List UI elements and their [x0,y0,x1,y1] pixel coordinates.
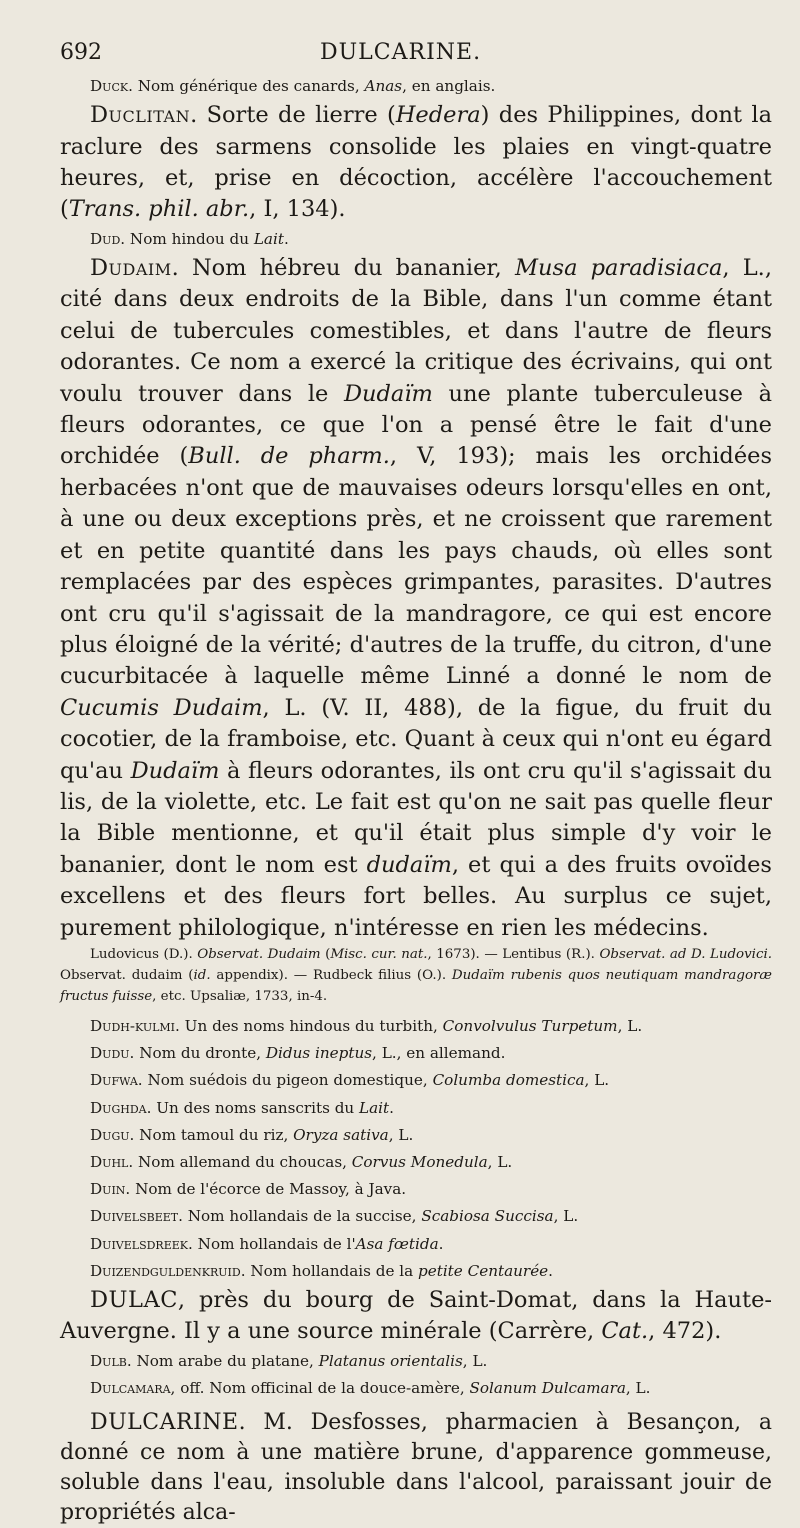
dictionary-entry [60,1375,772,1402]
entry-text: . [389,1098,394,1117]
dictionary-entry [60,1203,772,1230]
dictionary-entry [60,1408,772,1528]
dictionary-entry [60,1149,772,1176]
entry-italic-term: Lait [253,229,284,248]
dictionary-entry [60,100,772,226]
dictionary-entry [60,226,772,253]
dictionary-entry [60,1013,772,1040]
entry-italic-term: Anas [364,77,403,95]
page-header [60,40,772,65]
dictionary-entry [60,1348,772,1375]
entry-headword: Dudu [90,1044,130,1063]
entry-italic-term: Corvus Monedula [351,1152,488,1171]
entry-text: , I, 134). [249,196,346,223]
entry-text: , L. [462,1351,488,1370]
entry-text: Observat. dudaim ( [60,967,194,983]
entry-text: , 472). [648,1318,722,1345]
entry-text: . Nom arabe du platane, [126,1351,319,1370]
entry-text: ( [320,946,331,962]
entry-italic-term: Platanus orientalis [318,1351,463,1370]
entry-headword: Dud [90,229,121,248]
entry-italic-term: Trans. phil. abr. [68,196,250,223]
entry-text: . Un des noms sanscrits du [146,1098,360,1117]
entry-text: . [283,229,289,248]
entry-italic-term: petite Centaurée [418,1261,549,1280]
entry-italic-term: Convolvulus Turpetum [442,1016,618,1035]
entry-text: , L., en allemand. [372,1044,506,1063]
entry-text: . Sorte de lierre ( [190,102,396,129]
entry-headword: Dugu [90,1125,130,1144]
entry-headword: Dudaim [90,255,172,282]
entry-headword: Dudh-kulmi [90,1016,176,1035]
entry-text: , L. (V. II, 488), de la figue, du fruit du cocotier, de la framboise, etc. Quant à ceux qui n'ont eu égard qu'au [60,694,772,784]
dictionary-entry [60,1285,772,1348]
entry-text: . Nom hollandais de la [240,1261,419,1280]
entry-text: . Nom hindou du [120,229,254,248]
dictionary-entry [60,253,772,944]
dictionary-entry [60,73,772,100]
entry-text: , L. [584,1071,610,1090]
entry-text: . Nom hébreu du bananier, [171,255,515,282]
entry-headword: Dughda [90,1098,147,1117]
dictionary-entry [60,1067,772,1094]
entry-text: . Nom tamoul du riz, [129,1125,294,1144]
entry-italic-term: Columba domestica [432,1071,585,1090]
entry-text: . Nom hollandais de la succise, [178,1207,422,1226]
dictionary-entry [60,1122,772,1149]
entry-text: . Nom générique des canards, [128,77,365,95]
entry-text: , etc. Upsaliæ, 1733, in-4. [152,988,328,1004]
entry-text: . Un des noms hindous du turbith, [175,1016,443,1035]
entry-headword: Duivelsdreek [90,1234,188,1253]
entry-text: , off. Nom officinal de la douce-amère, [170,1379,470,1398]
entry-headword: Duizendguldenkruid [90,1261,241,1280]
entry-italic-term: Bull. de pharm. [188,443,390,470]
entry-headword: DULCARINE [90,1410,239,1436]
entry-headword: Duck [90,77,129,95]
entry-text: une plante tuberculeuse à fleurs odorantes, ce que l'on a pensé être le fait d'une orchidée ( [60,380,772,470]
entry-text: . Nom suédois du pigeon domestique, [137,1071,433,1090]
entry-text: , L., cité dans deux endroits de la Bible, dans l'un comme étant celui de tubercules comestibles, et dans l'autre de fleurs odorantes. Ce nom a exercé la critique des écrivains, qui ont voulu trouver dans le [60,255,772,407]
page-number: 692 [60,40,102,65]
entry-italic-term: Misc. cur. nat. [330,946,428,962]
entry-text: , L. [388,1125,414,1144]
entry-italic-term: Asa fœtida [355,1234,439,1253]
entry-text: . Nom du dronte, [129,1044,266,1063]
dictionary-entry [60,1231,772,1258]
entry-headword: Duhl [90,1152,129,1171]
page-body [60,73,772,1528]
entry-headword: Dulb [90,1351,127,1370]
entry-headword: Dufwa [90,1071,138,1090]
entry-text: , 1673). — Lentibus (R.). [427,946,600,962]
entry-headword: Duivelsbeet [90,1207,179,1226]
entry-text: . Nom hollandais de l' [188,1234,356,1253]
dictionary-entry [60,1040,772,1067]
entry-italic-term: Oryza sativa [293,1125,389,1144]
entry-italic-term: Solanum Dulcamara [469,1379,626,1398]
dictionary-entry [60,1176,772,1203]
entry-italic-term: Hedera [395,102,481,129]
entry-text: , en anglais. [402,77,496,95]
dictionary-entry [60,944,772,1007]
entry-text: , et qui a des fruits ovoïdes excellens et des fleurs fort belles. Au surplus ce sujet, purement philologique, n'intéresse en rien les médecins. [60,851,772,941]
entry-text: , L. [617,1016,643,1035]
entry-headword: Duclitan [90,102,191,129]
entry-text: , L. [553,1207,579,1226]
entry-italic-term: Dudaïm [130,757,220,784]
entry-italic-term: dudaïm [366,851,452,878]
entry-text: . Nom allemand du choucas, [128,1152,352,1171]
entry-text: , L. [487,1152,513,1171]
entry-italic-term: Lait [359,1098,390,1117]
entry-italic-term: Dudaïm [344,380,433,407]
entry-italic-term: Dudaïm rubenis quos neutiquam mandragoræ fructus fuisse [60,967,772,1004]
entry-text: à fleurs odorantes, ils ont cru qu'il s'agissait du lis, de la violette, etc. Le fait est qu'on ne sait pas quelle fleur la Bible mentionne, et qu'il était plus simple d'y voir le bananier, dont le nom est [60,757,772,878]
entry-italic-term: Didus ineptus [265,1044,373,1063]
entry-italic-term: Cucumis Dudaim [60,694,263,721]
entry-text: appendix). — Rudbeck filius (O.). [210,967,452,983]
entry-text: . Nom de l'écorce de Massoy, à Java. [125,1180,407,1199]
entry-headword: Duin [90,1180,126,1199]
entry-text: . [548,1261,553,1280]
entry-text: . [438,1234,444,1253]
entry-italic-term: Scabiosa Succisa [421,1207,554,1226]
entry-text: Ludovicus (D.). [90,946,198,962]
entry-text: , près du bourg de Saint-Domat, dans la Haute-Auvergne. Il y a une source minérale (Carrère, [60,1287,772,1345]
entry-text: ) des Philippines, dont la raclure des sarmens consolide les plaies en vingt-quatre heures, et, prise en décoction, accélère l'accouchement ( [60,102,772,223]
entry-italic-term: Observat. ad D. Ludovici. [599,946,773,962]
dictionary-entry [60,1258,772,1285]
entry-headword: Dulcamara [90,1379,171,1398]
entry-italic-term: id. [193,967,211,983]
entry-text: , V, 193); mais les orchidées herbacées n'ont que de mauvaises odeurs lorsqu'elles en ont, à une ou deux exceptions près, et ne croissent que rarement et en petite quantité dans les pays chauds, où elles sont remplacées par des espèces grimpantes, parasites. D'autres ont cru qu'il s'agissait de la mandragore, ce qui est encore plus éloigné de la vérité; d'autres de la truffe, du citron, d'une cucurbitacée à laquelle même Linné a donné le nom de [60,443,772,690]
entry-text: . M. Desfosses, pharmacien à Besançon, a donné ce nom à une matière brune, d'apparence gommeuse, soluble dans l'eau, insoluble dans l'alcool, paraissant jouir de propriétés alca- [60,1410,772,1526]
entry-italic-term: Musa paradisiaca [515,255,723,282]
entry-headword: DULAC [90,1287,178,1313]
entry-italic-term: Cat. [601,1318,649,1345]
entry-text: , L. [625,1379,651,1398]
running-head: DULCARINE. [320,40,482,65]
entry-italic-term: Observat. Dudaim [197,946,321,962]
dictionary-entry [60,1095,772,1122]
